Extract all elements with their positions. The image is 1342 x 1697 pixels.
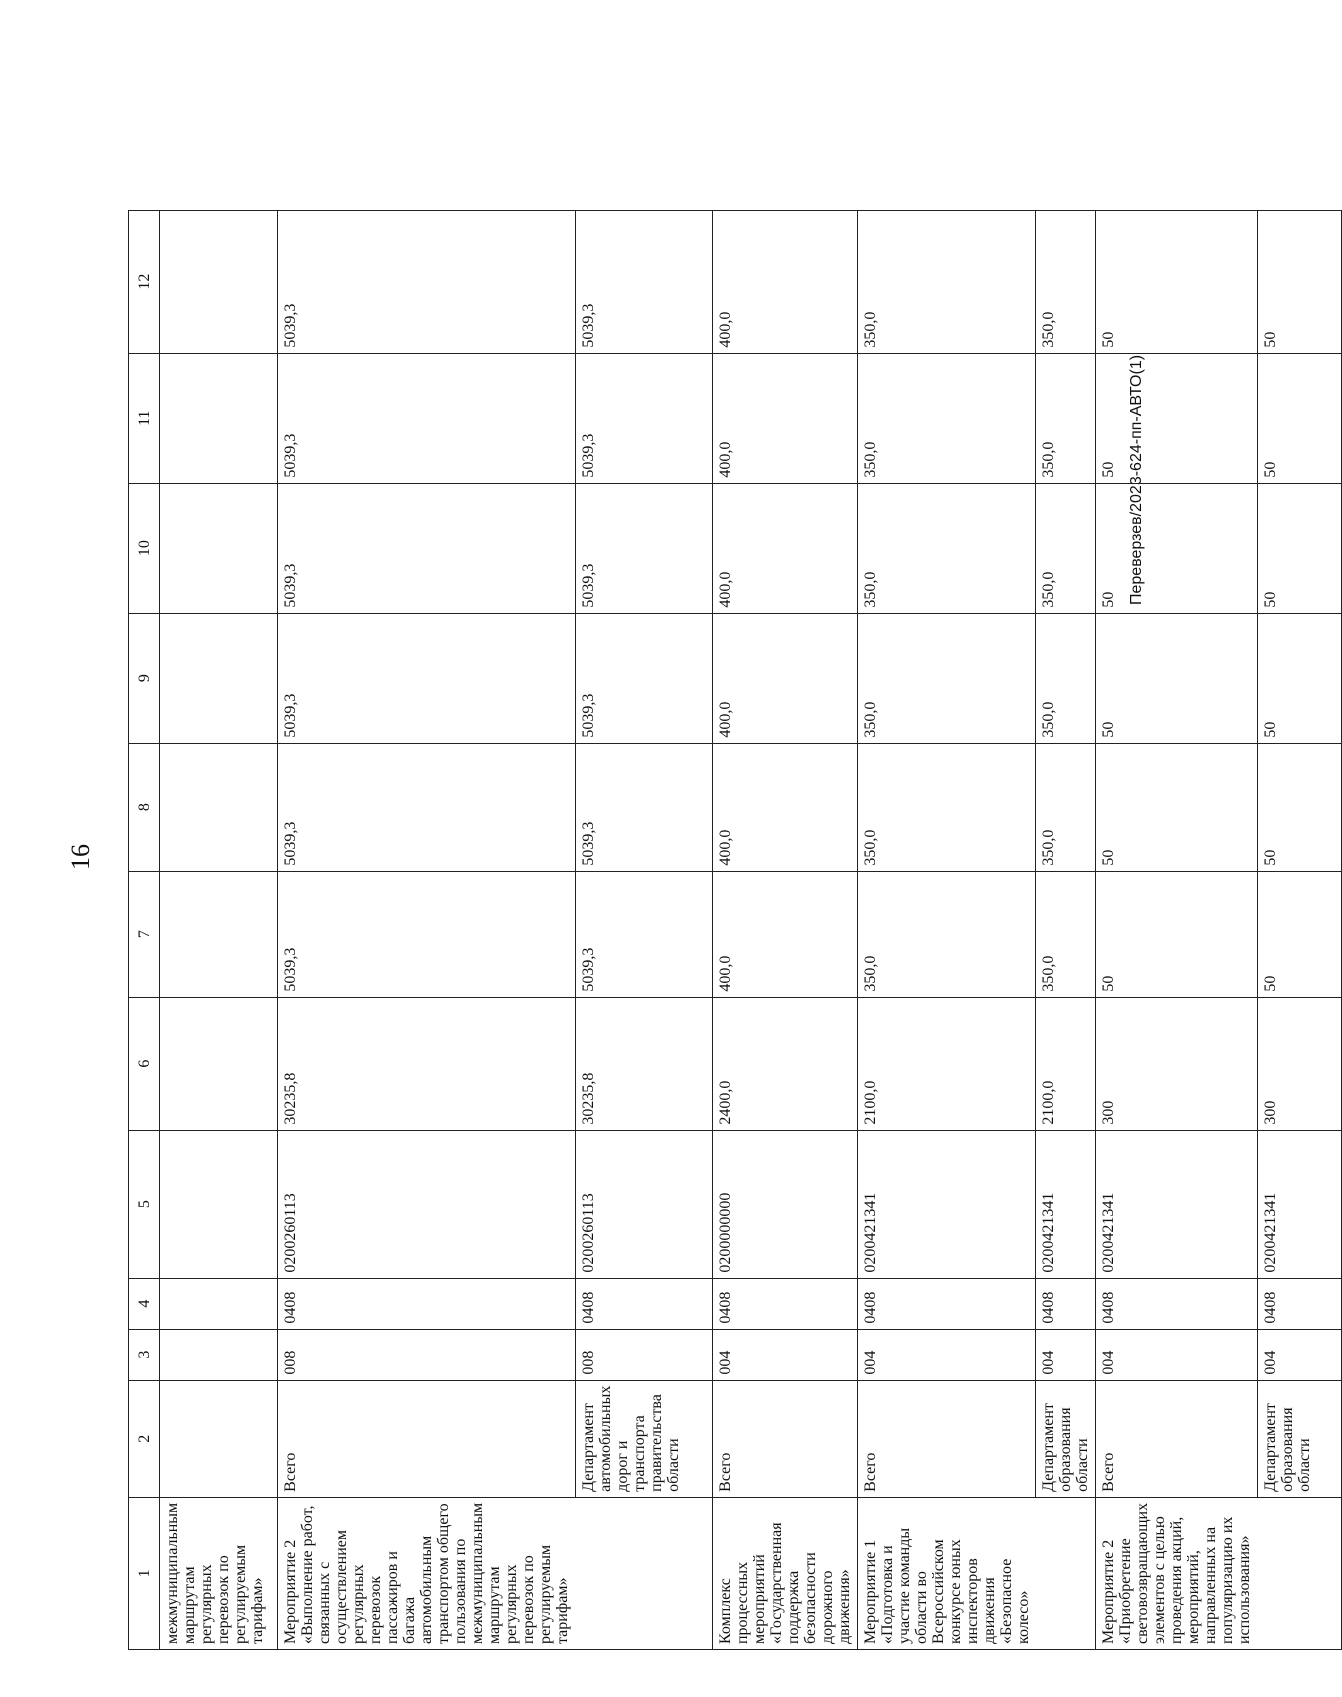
cell-col-8: 5039,3 — [575, 743, 712, 871]
cell-col-5: 0200260113 — [575, 1130, 712, 1278]
cell-col-9: 5039,3 — [278, 613, 576, 743]
cell-col-4: 0408 — [278, 1278, 576, 1329]
rotated-page — [66, 25, 1313, 1650]
cell-col-3: 004 — [1096, 1329, 1258, 1380]
table-row — [712, 210, 857, 1649]
cell-col-11: 350,0 — [857, 353, 1036, 483]
cell-col-6: 2100,0 — [1036, 997, 1096, 1130]
cell-col-4: 0408 — [1096, 1278, 1258, 1329]
cell-col-3: 004 — [1257, 1329, 1341, 1380]
cell-col-8: 350,0 — [1036, 743, 1096, 871]
cell-col-4: 0408 — [1036, 1278, 1096, 1329]
cell-col-7: 5039,3 — [278, 871, 576, 997]
cell-col-7: 350,0 — [857, 871, 1036, 997]
cell-col-7: 5039,3 — [575, 871, 712, 997]
column-header: 9 — [129, 613, 160, 743]
table-row — [1096, 210, 1258, 1649]
table-row — [575, 210, 712, 1649]
cell-col-10: 350,0 — [1036, 483, 1096, 613]
cell-col-7: 350,0 — [1036, 871, 1096, 997]
cell-col-6: 2400,0 — [712, 997, 857, 1130]
cell-col-3: 004 — [712, 1329, 857, 1380]
cell-col-5: 0200421341 — [1096, 1130, 1258, 1278]
column-header: 2 — [129, 1380, 160, 1497]
cell-col-10: 5039,3 — [278, 483, 576, 613]
cell-col-2: Всего — [857, 1380, 1036, 1497]
cell-col-11: 350,0 — [1036, 353, 1096, 483]
cell-col-1: межмуниципальным маршрутам регулярных перевозок по регулируемым тарифам» — [160, 1497, 278, 1649]
column-header: 12 — [129, 210, 160, 353]
cell-col-10: 5039,3 — [575, 483, 712, 613]
cell-col-8: 50 — [1096, 743, 1258, 871]
cell-col-8: 5039,3 — [278, 743, 576, 871]
cell-col-9: 50 — [1096, 613, 1258, 743]
cell-col-3: 004 — [1036, 1329, 1096, 1380]
cell-col-4: 0408 — [575, 1278, 712, 1329]
cell-col-12: 5039,3 — [278, 210, 576, 353]
cell-col-3: 008 — [575, 1329, 712, 1380]
cell-col-8: 400,0 — [712, 743, 857, 871]
cell-col-5: 0200421341 — [857, 1130, 1036, 1278]
column-header: 4 — [129, 1278, 160, 1329]
cell-col-4: 0408 — [1257, 1278, 1341, 1329]
cell-col-9: 350,0 — [1036, 613, 1096, 743]
cell-col-2: Всего — [1096, 1380, 1258, 1497]
table-header-row — [129, 210, 160, 1649]
table-row — [1257, 210, 1341, 1649]
cell-col-10 — [160, 483, 278, 613]
cell-col-9 — [160, 613, 278, 743]
cell-col-1: Комплекс процессных мероприятий «Государственная поддержка безопасности дорожного движения» — [712, 1497, 857, 1649]
cell-col-2: Всего — [278, 1380, 576, 1497]
table-row — [278, 210, 576, 1649]
cell-col-5: 0200000000 — [712, 1130, 857, 1278]
cell-col-2: Всего — [712, 1380, 857, 1497]
cell-col-12: 50 — [1096, 210, 1258, 353]
cell-col-9: 5039,3 — [575, 613, 712, 743]
cell-col-2 — [160, 1380, 278, 1497]
table-row — [160, 210, 278, 1649]
cell-col-8: 50 — [1257, 743, 1341, 871]
cell-col-12 — [160, 210, 278, 353]
cell-col-11: 400,0 — [712, 353, 857, 483]
cell-col-10: 50 — [1096, 483, 1258, 613]
column-header: 11 — [129, 353, 160, 483]
cell-col-7 — [160, 871, 278, 997]
column-header: 6 — [129, 997, 160, 1130]
column-header: 10 — [129, 483, 160, 613]
cell-col-12: 5039,3 — [575, 210, 712, 353]
cell-col-10: 50 — [1257, 483, 1341, 613]
cell-col-8: 350,0 — [857, 743, 1036, 871]
cell-col-12: 50 — [1257, 210, 1341, 353]
table-row — [857, 210, 1036, 1649]
cell-col-9: 350,0 — [857, 613, 1036, 743]
cell-col-3 — [160, 1329, 278, 1380]
column-header: 3 — [129, 1329, 160, 1380]
cell-col-7: 50 — [1096, 871, 1258, 997]
cell-col-2: Департамент образования области — [1257, 1380, 1341, 1497]
cell-col-6: 300 — [1096, 997, 1258, 1130]
cell-col-5: 0200260113 — [278, 1130, 576, 1278]
cell-col-8 — [160, 743, 278, 871]
footer-document-id: Переверзев/2023-624-пп-АВТО(1) — [1128, 354, 1145, 605]
cell-col-11: 50 — [1096, 353, 1258, 483]
page-number: 16 — [66, 844, 95, 870]
cell-col-9: 400,0 — [712, 613, 857, 743]
cell-col-7: 50 — [1257, 871, 1341, 997]
cell-col-4: 0408 — [712, 1278, 857, 1329]
cell-col-6: 300 — [1257, 997, 1341, 1130]
cell-col-2: Департамент образования области — [1036, 1380, 1096, 1497]
table-row — [1036, 210, 1096, 1649]
cell-col-11 — [160, 353, 278, 483]
cell-col-3: 004 — [857, 1329, 1036, 1380]
cell-col-5: 0200421341 — [1257, 1130, 1341, 1278]
cell-col-5 — [160, 1130, 278, 1278]
cell-col-9: 50 — [1257, 613, 1341, 743]
cell-col-12: 400,0 — [712, 210, 857, 353]
cell-col-1: Мероприятие 2 «Приобретение световозвращающих элементов с целью проведения акций, мероприятий, направленных на популяризацию их использования» — [1096, 1497, 1258, 1649]
cell-col-3: 008 — [278, 1329, 576, 1380]
cell-col-6: 30235,8 — [278, 997, 576, 1130]
cell-col-6 — [160, 997, 278, 1130]
column-header: 1 — [129, 1497, 160, 1649]
cell-col-1: Мероприятие 2 «Выполнение работ, связанных с осуществлением регулярных перевозок пассажиров и багажа автомобильным транспортом общего пользования по межмуниципальным маршрутам регулярных перевозок по регулируемым тарифам» — [278, 1497, 576, 1649]
cell-col-4 — [160, 1278, 278, 1329]
cell-col-1 — [1257, 1497, 1341, 1649]
cell-col-5: 0200421341 — [1036, 1130, 1096, 1278]
cell-col-6: 30235,8 — [575, 997, 712, 1130]
budget-table — [128, 210, 1342, 1650]
cell-col-10: 350,0 — [857, 483, 1036, 613]
cell-col-2: Департамент автомобильных дорог и транспорта правительства области — [575, 1380, 712, 1497]
column-header: 8 — [129, 743, 160, 871]
cell-col-1 — [1036, 1497, 1096, 1649]
column-header: 7 — [129, 871, 160, 997]
cell-col-12: 350,0 — [857, 210, 1036, 353]
cell-col-1: Мероприятие 1 «Подготовка и участие команды области во Всероссийском конкурсе юных инспекторов движения «Безопасное колесо» — [857, 1497, 1036, 1649]
cell-col-4: 0408 — [857, 1278, 1036, 1329]
cell-col-7: 400,0 — [712, 871, 857, 997]
cell-col-11: 50 — [1257, 353, 1341, 483]
cell-col-11: 5039,3 — [278, 353, 576, 483]
cell-col-12: 350,0 — [1036, 210, 1096, 353]
cell-col-10: 400,0 — [712, 483, 857, 613]
cell-col-6: 2100,0 — [857, 997, 1036, 1130]
cell-col-1 — [575, 1497, 712, 1649]
column-header: 5 — [129, 1130, 160, 1278]
cell-col-11: 5039,3 — [575, 353, 712, 483]
